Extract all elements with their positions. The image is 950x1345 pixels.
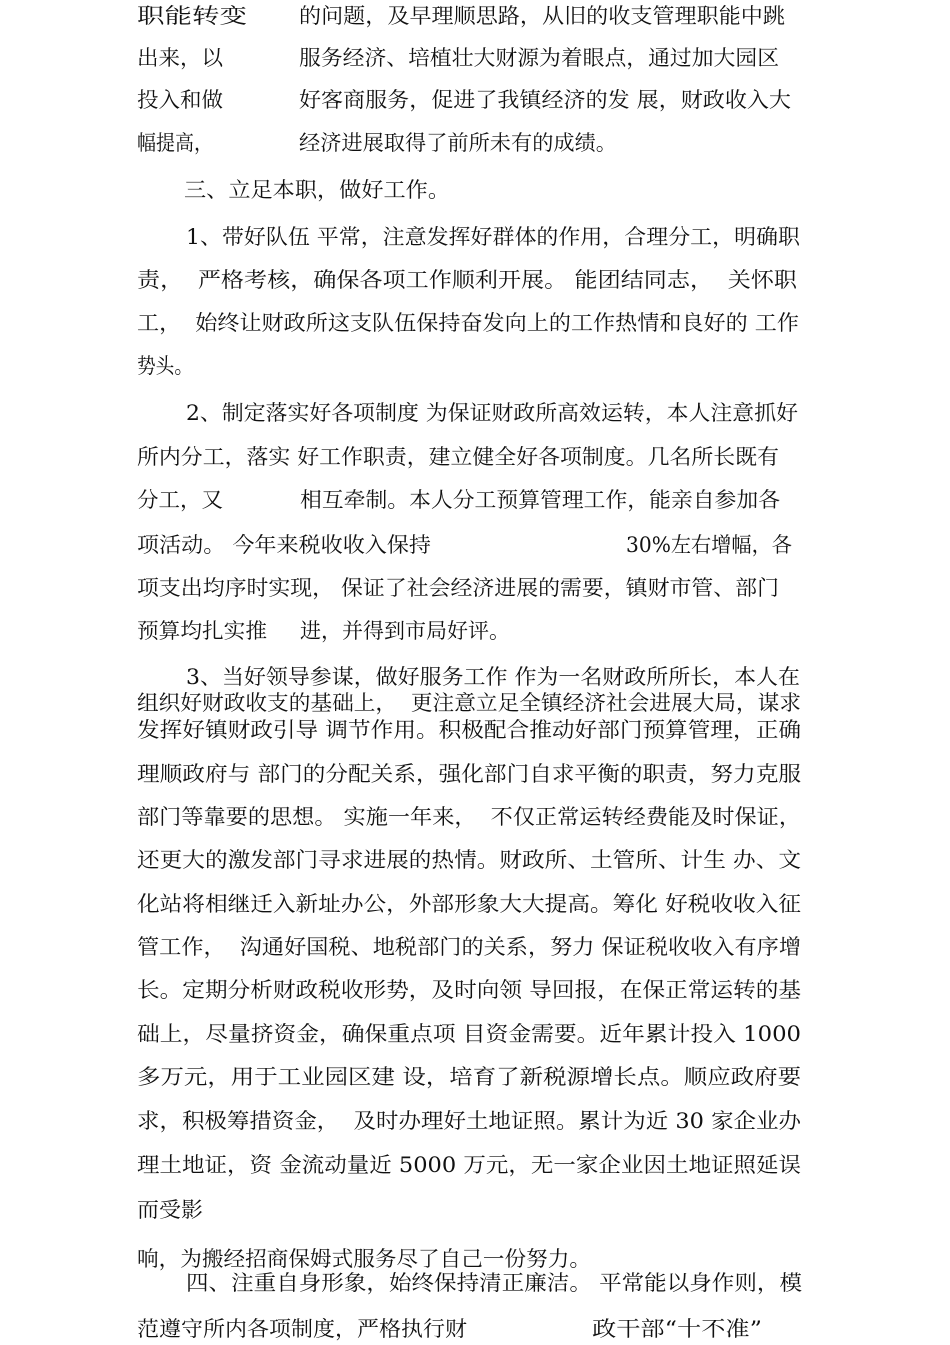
- text-line: 范遵守所内各项制度，严格执行财: [137, 1317, 467, 1341]
- text-line: 责， 严格考核，确保各项工作顺利开展。 能团结同志， 关怀职: [137, 268, 797, 292]
- text-line: 分工，又: [137, 488, 223, 512]
- text-line: 长。定期分析财政税收形势，及时向领 导回报，在保正常运转的基: [137, 978, 802, 1002]
- text-line: 项支出均序时实现， 保证了社会经济进展的需要，镇财市管、部门: [137, 576, 779, 600]
- text-line: 理土地证，资 金流动量近 5000 万元，无一家企业因土地证照延误: [137, 1153, 802, 1177]
- section-heading: 三、立足本职，做好工作。: [184, 178, 451, 202]
- text-line: 响，为搬经招商保姆式服务尽了自己一份努力。: [137, 1247, 592, 1271]
- text-line: 相互牵制。本人分工预算管理工作，能亲自参加各: [300, 488, 781, 512]
- text-line: 预算均扎实推: [137, 619, 267, 643]
- text-line: 势头。: [137, 354, 194, 378]
- text-line: 进，并得到市局好评。: [300, 619, 510, 643]
- text-line: 理顺政府与 部门的分配关系，强化部门自求平衡的职责，努力克服: [137, 762, 802, 786]
- text-line: 好客商服务，促进了我镇经济的发 展，财政收入大: [299, 88, 791, 112]
- text-line: 工， 始终让财政所这支队伍保持奋发向上的工作热情和良好的 工作: [137, 311, 799, 335]
- text-line: 发挥好镇财政引导 调节作用。积极配合推动好部门预算管理，正确: [137, 718, 802, 742]
- text-line: 部门等靠要的思想。 实施一年来， 不仅正常运转经费能及时保证，: [137, 805, 802, 829]
- text-line: 础上，尽量挤资金，确保重点项 目资金需要。近年累计投入 1000: [137, 1022, 802, 1046]
- text-line: 幅提高，: [137, 131, 214, 155]
- text-line: 求，积极筹措资金， 及时办理好土地证照。累计为近 30 家企业办: [137, 1109, 801, 1133]
- text-line: 服务经济、培植壮大财源为着眼点，通过加大园区: [299, 46, 780, 70]
- text-line: 出来，以: [137, 46, 223, 70]
- text-line: 化站将相继迁入新址办公，外部形象大大提高。筹化 好税收收入征: [137, 892, 802, 916]
- text-line: 职能转变: [137, 4, 247, 28]
- text-line: 2、制定落实好各项制度 为保证财政所高效运转，本人注意抓好: [186, 401, 798, 425]
- text-line: 所内分工，落实 好工作职责，建立健全好各项制度。几名所长既有: [137, 445, 779, 469]
- text-line: 组织好财政收支的基础上， 更注意立足全镇经济社会进展大局，谋求: [137, 691, 802, 715]
- text-line: 30%左右增幅，各: [626, 533, 793, 557]
- text-line: 3、当好领导参谋，做好服务工作 作为一名财政所所长，本人在: [186, 665, 800, 689]
- text-line: 投入和做: [137, 88, 223, 112]
- text-line: 的问题，及早理顺思路，从旧的收支管理职能中跳: [299, 4, 785, 28]
- text-line: 多万元，用于工业园区建 设，培育了新税源增长点。顺应政府要: [137, 1065, 802, 1089]
- section-heading: 四、注重自身形象，始终保持清正廉洁。 平常能以身作则，模: [186, 1271, 803, 1295]
- text-line: 政干部“十不准”: [592, 1317, 763, 1341]
- text-line: 管工作， 沟通好国税、地税部门的关系，努力 保证税收收入有序增: [137, 935, 802, 959]
- text-line: 而受影: [137, 1198, 203, 1222]
- text-line: 项活动。 今年来税收收入保持: [137, 533, 432, 557]
- text-line: 1、带好队伍 平常，注意发挥好群体的作用，合理分工，明确职: [186, 225, 800, 249]
- text-line: 经济进展取得了前所未有的成绩。: [299, 131, 617, 155]
- text-line: 还更大的激发部门寻求进展的热情。财政所、土管所、计生 办、文: [137, 848, 802, 872]
